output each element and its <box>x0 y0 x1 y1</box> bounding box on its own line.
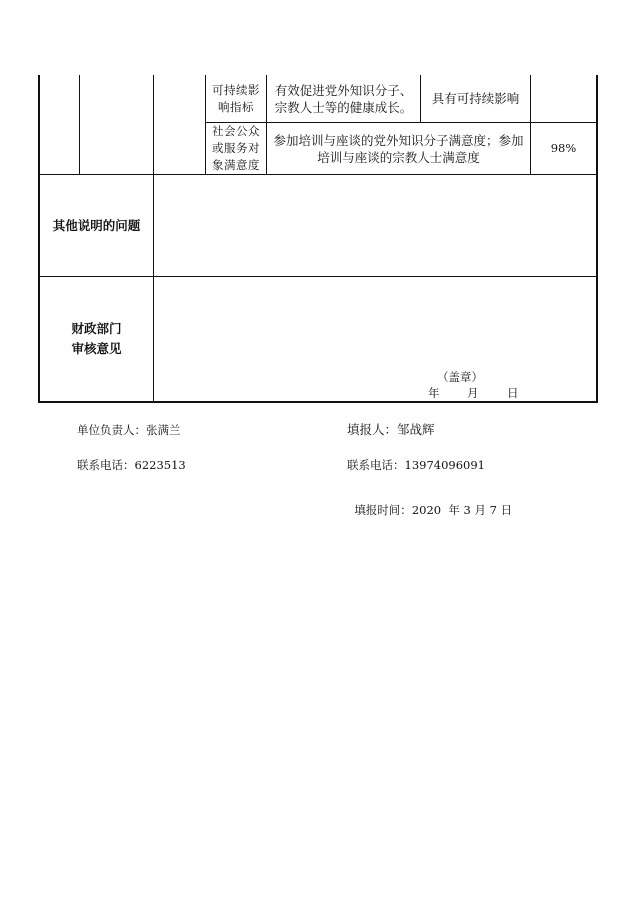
other-issues-label <box>40 175 153 276</box>
unit-leader <box>77 422 181 438</box>
unit-leader-label: 单位负责人： <box>77 423 146 437</box>
filler <box>347 420 435 438</box>
value-sustainability-text: 具有可持续影响 <box>431 91 520 106</box>
value-satisfaction <box>531 123 596 174</box>
table-right-border <box>596 75 598 403</box>
contact-phone-filler-label: 联系电话： <box>347 458 405 472</box>
content-sustainability <box>267 75 420 122</box>
indicator-satisfaction-text: 社会公众或服务对象满意度 <box>212 124 260 172</box>
other-issues-label-text: 其他说明的问题 <box>52 217 141 233</box>
finance-review-label-line1: 财政部门 <box>71 321 122 336</box>
column-divider <box>79 75 80 174</box>
finance-review-label-line2: 审核意见 <box>71 341 122 356</box>
date-day-label: 日 <box>507 386 519 400</box>
fill-date-label: 填报时间： <box>354 503 412 517</box>
content-satisfaction-text: 参加培训与座谈的党外知识分子满意度；参加培训与座谈的宗教人士满意度 <box>273 132 524 165</box>
contact-phone-unit-value: 6223513 <box>134 458 186 472</box>
indicator-sustainability-text: 可持续影响指标 <box>212 82 260 114</box>
fill-date <box>347 488 512 518</box>
finance-review-label <box>40 277 153 401</box>
content-satisfaction <box>267 123 530 174</box>
table-bottom-border <box>38 401 598 403</box>
content-sustainability-text: 有效促进党外知识分子、宗教人士等的健康成长。 <box>274 82 413 115</box>
finance-review-field[interactable] <box>154 277 596 401</box>
fill-date-value: 2020 年 3 月 7 日 <box>411 503 513 517</box>
contact-phone-filler <box>347 457 485 473</box>
filler-name: 邹战辉 <box>397 422 435 437</box>
contact-phone-filler-value: 13974096091 <box>404 458 485 472</box>
unit-leader-name: 张满兰 <box>146 423 181 437</box>
indicator-sustainability <box>206 75 266 122</box>
date-month-label: 月 <box>467 386 479 400</box>
contact-phone-unit-label: 联系电话： <box>77 458 135 472</box>
date-year-label: 年 <box>428 386 440 400</box>
contact-phone-unit <box>77 457 186 473</box>
other-issues-field[interactable] <box>154 175 596 276</box>
value-sustainability <box>421 75 530 122</box>
filler-label: 填报人： <box>347 422 398 437</box>
seal-label: （盖章） <box>437 370 483 384</box>
indicator-satisfaction <box>206 123 266 174</box>
value-satisfaction-text: 98% <box>550 141 577 155</box>
